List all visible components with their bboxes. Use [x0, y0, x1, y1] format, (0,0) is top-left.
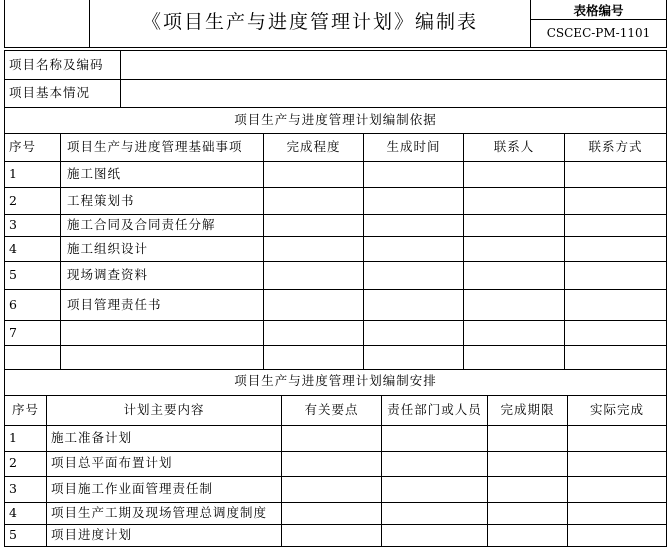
arrangement-row-owner[interactable]	[382, 451, 488, 476]
arrangement-row-actual[interactable]	[568, 524, 667, 546]
table-row	[5, 290, 667, 321]
basis-row-no: 6	[5, 290, 61, 321]
arrangement-row-actual[interactable]	[568, 476, 667, 502]
basis-row-no: 1	[5, 162, 61, 188]
basis-row-progress[interactable]	[264, 162, 364, 188]
basis-row-item: 工程策划书	[61, 188, 264, 215]
arrangement-row-actual[interactable]	[568, 425, 667, 451]
basis-row-progress[interactable]	[264, 321, 364, 346]
basis-row-no: 2	[5, 188, 61, 215]
arrangement-row-item: 项目生产工期及现场管理总调度制度	[47, 502, 282, 524]
arrangement-row-points[interactable]	[282, 451, 382, 476]
table-row	[5, 237, 667, 262]
basis-row-contact-info[interactable]	[565, 162, 667, 188]
table-row	[5, 262, 667, 290]
arrangement-row-no: 1	[5, 425, 47, 451]
table-row	[5, 451, 667, 476]
table-row	[5, 425, 667, 451]
basis-row-contact-info[interactable]	[565, 290, 667, 321]
project-name-value[interactable]	[121, 51, 667, 80]
basis-row-no: 3	[5, 215, 61, 237]
basis-row-contact[interactable]	[464, 237, 565, 262]
basis-row-item: 现场调查资料	[61, 262, 264, 290]
basis-row-contact-info[interactable]	[565, 321, 667, 346]
basis-row-no: 4	[5, 237, 61, 262]
basis-row-time[interactable]	[364, 321, 464, 346]
basis-row-contact-info[interactable]	[565, 346, 667, 370]
basis-row-progress[interactable]	[264, 237, 364, 262]
basis-row-item	[61, 346, 264, 370]
arrangement-row-deadline[interactable]	[488, 425, 568, 451]
basis-row-contact[interactable]	[464, 188, 565, 215]
basis-row-time[interactable]	[364, 237, 464, 262]
basis-row-item: 施工组织设计	[61, 237, 264, 262]
basis-row-no	[5, 346, 61, 370]
form-title: 《项目生产与进度管理计划》编制表	[141, 11, 478, 34]
arrangement-row-deadline[interactable]	[488, 451, 568, 476]
arrangement-row-points[interactable]	[282, 502, 382, 524]
arrangement-col-actual: 实际完成	[568, 395, 667, 425]
basis-row-no: 7	[5, 321, 61, 346]
basis-row-no: 5	[5, 262, 61, 290]
arrangement-col-owner: 责任部门或人员	[382, 395, 488, 425]
basis-row-progress[interactable]	[264, 346, 364, 370]
arrangement-row-owner[interactable]	[382, 476, 488, 502]
basis-row-item: 施工合同及合同责任分解	[61, 215, 264, 237]
basis-row-progress[interactable]	[264, 215, 364, 237]
table-row	[5, 346, 667, 370]
basis-row-contact[interactable]	[464, 346, 565, 370]
arrangement-header-row	[5, 395, 667, 425]
arrangement-col-item: 计划主要内容	[47, 395, 282, 425]
arrangement-table	[4, 368, 667, 547]
arrangement-row-no: 2	[5, 451, 47, 476]
table-row	[5, 321, 667, 346]
basis-row-progress[interactable]	[264, 188, 364, 215]
basis-row-progress[interactable]	[264, 262, 364, 290]
basis-row-contact-info[interactable]	[565, 262, 667, 290]
basis-row-contact[interactable]	[464, 321, 565, 346]
arrangement-row-item: 项目施工作业面管理责任制	[47, 476, 282, 502]
arrangement-row-no: 4	[5, 502, 47, 524]
basis-col-no: 序号	[5, 134, 61, 162]
table-row	[5, 476, 667, 502]
table-row	[5, 162, 667, 188]
basis-col-contact-info: 联系方式	[565, 134, 667, 162]
arrangement-section-title: 项目生产与进度管理计划编制安排	[5, 368, 667, 395]
form-code-cell	[531, 19, 667, 47]
arrangement-row-points[interactable]	[282, 425, 382, 451]
form-code-label: 表格编号	[573, 2, 624, 18]
basis-row-contact-info[interactable]	[565, 237, 667, 262]
project-basic-value[interactable]	[121, 80, 667, 108]
project-name-label: 项目名称及编码	[5, 51, 121, 80]
arrangement-col-deadline: 完成期限	[488, 395, 568, 425]
basis-header-row	[5, 134, 667, 162]
basis-row-contact[interactable]	[464, 215, 565, 237]
basis-row-contact[interactable]	[464, 290, 565, 321]
basis-col-contact: 联系人	[464, 134, 565, 162]
arrangement-row-item: 项目进度计划	[47, 524, 282, 546]
arrangement-col-points: 有关要点	[282, 395, 382, 425]
basis-row-item	[61, 321, 264, 346]
basis-row-time[interactable]	[364, 162, 464, 188]
project-basic-label: 项目基本情况	[5, 80, 121, 108]
basis-row-time[interactable]	[364, 346, 464, 370]
arrangement-row-no: 5	[5, 524, 47, 546]
table-row	[5, 502, 667, 524]
basis-col-item: 项目生产与进度管理基础事项	[61, 134, 264, 162]
arrangement-row-actual[interactable]	[568, 451, 667, 476]
arrangement-row-deadline[interactable]	[488, 476, 568, 502]
arrangement-row-points[interactable]	[282, 476, 382, 502]
basis-row-contact-info[interactable]	[565, 215, 667, 237]
arrangement-row-item: 项目总平面布置计划	[47, 451, 282, 476]
arrangement-row-deadline[interactable]	[488, 502, 568, 524]
basis-col-progress: 完成程度	[264, 134, 364, 162]
arrangement-row-owner[interactable]	[382, 425, 488, 451]
arrangement-col-no: 序号	[5, 395, 47, 425]
table-row	[5, 188, 667, 215]
arrangement-row-owner[interactable]	[382, 502, 488, 524]
basis-row-time[interactable]	[364, 262, 464, 290]
table-row	[5, 524, 667, 546]
project-info-table	[4, 50, 667, 108]
basis-row-contact[interactable]	[464, 162, 565, 188]
form-code: CSCEC-PM-1101	[546, 25, 651, 40]
basis-row-item: 施工图纸	[61, 162, 264, 188]
basis-row-time[interactable]	[364, 290, 464, 321]
basis-row-time[interactable]	[364, 215, 464, 237]
arrangement-row-no: 3	[5, 476, 47, 502]
basis-row-progress[interactable]	[264, 290, 364, 321]
basis-row-contact-info[interactable]	[565, 188, 667, 215]
basis-row-item: 项目管理责任书	[61, 290, 264, 321]
basis-row-time[interactable]	[364, 188, 464, 215]
arrangement-row-deadline[interactable]	[488, 524, 568, 546]
form-code-label-cell	[531, 0, 667, 19]
arrangement-row-points[interactable]	[282, 524, 382, 546]
header-blank-cell	[5, 0, 90, 47]
basis-table	[4, 107, 667, 370]
header-table	[4, 0, 667, 48]
basis-col-time: 生成时间	[364, 134, 464, 162]
table-row	[5, 215, 667, 237]
basis-section-title: 项目生产与进度管理计划编制依据	[5, 108, 667, 134]
arrangement-row-owner[interactable]	[382, 524, 488, 546]
arrangement-row-item: 施工准备计划	[47, 425, 282, 451]
form-title-cell	[90, 0, 531, 47]
arrangement-row-actual[interactable]	[568, 502, 667, 524]
basis-row-contact[interactable]	[464, 262, 565, 290]
